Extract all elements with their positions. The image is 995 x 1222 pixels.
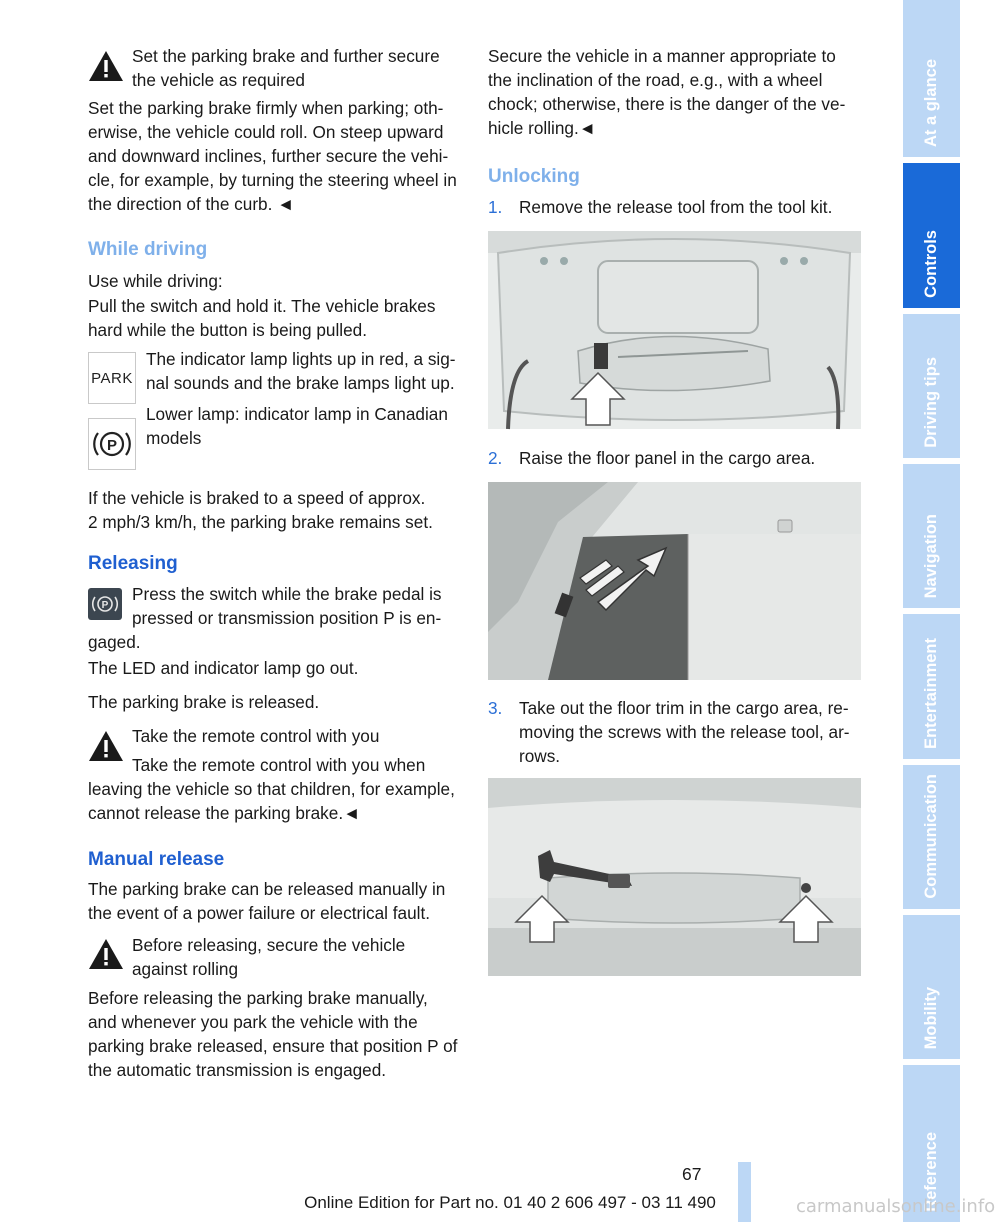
heading-while-driving: While driving xyxy=(88,239,208,260)
heading-unlocking: Unlocking xyxy=(488,166,580,187)
paragraph xyxy=(88,486,433,534)
tab-label: Entertainment xyxy=(922,638,940,749)
warning-title: the vehicle as required xyxy=(132,70,305,90)
svg-text:P: P xyxy=(101,600,109,611)
heading-manual-release: Manual release xyxy=(88,849,225,870)
text-line: the inclination of the road, e.g., with a wheel xyxy=(488,70,823,90)
step-number: 2. xyxy=(488,448,503,468)
heading-releasing: Releasing xyxy=(88,553,178,574)
text-line: and whenever you park the vehicle with the xyxy=(88,1012,418,1032)
warning-title: against rolling xyxy=(132,959,239,979)
step-text xyxy=(519,696,850,768)
cargo-floor-photo xyxy=(488,482,861,680)
step-text: Raise the floor panel in the cargo area. xyxy=(519,448,816,468)
text-line: Before releasing the parking brake manually, xyxy=(88,988,428,1008)
paragraph: Use while driving: xyxy=(88,271,223,291)
toolkit-photo xyxy=(488,231,861,429)
svg-text:P: P xyxy=(106,437,118,454)
tab-driving-tips[interactable] xyxy=(903,314,960,458)
page-number: 67 xyxy=(682,1164,702,1184)
step-number: 1. xyxy=(488,197,503,217)
text-line: chock; otherwise, there is the danger of the ve- xyxy=(488,94,846,114)
step-number: 3. xyxy=(488,698,503,718)
park-indicator-icon xyxy=(88,352,136,404)
tab-at-a-glance[interactable] xyxy=(903,0,960,157)
paragraph xyxy=(146,347,456,395)
text-line: the direction of the curb. ◄ xyxy=(88,194,295,214)
paragraph xyxy=(132,582,442,630)
text-line: Set the parking brake firmly when parking; oth- xyxy=(88,98,444,118)
canadian-parking-brake-icon xyxy=(88,418,136,470)
text-line: hard while the button is being pulled. xyxy=(88,320,368,340)
text-line: models xyxy=(146,428,202,448)
text-line: The indicator lamp lights up in red, a sig- xyxy=(146,349,456,369)
warning-body xyxy=(88,777,455,825)
tab-mobility[interactable] xyxy=(903,915,960,1059)
tab-label: At a glance xyxy=(922,58,940,147)
warning-triangle-icon xyxy=(88,938,124,970)
text-line: nal sounds and the brake lamps light up. xyxy=(146,373,455,393)
warning-title: Take the remote control with you xyxy=(132,726,380,746)
tab-communication[interactable] xyxy=(903,765,960,909)
text-line: Press the switch while the brake pedal is xyxy=(132,584,442,604)
parking-brake-switch-icon xyxy=(88,588,122,620)
tab-label: Controls xyxy=(922,230,940,298)
watermark: carmanualsonline.info xyxy=(796,1196,995,1217)
warning-title: Before releasing, secure the vehicle xyxy=(132,935,406,955)
text-line: hicle rolling.◄ xyxy=(488,118,596,138)
tab-label: Communication xyxy=(922,774,940,899)
warning-body xyxy=(88,986,457,1082)
text-line: erwise, the vehicle could roll. On steep upward xyxy=(88,122,444,142)
edition-footer: Online Edition for Part no. 01 40 2 606 497 - 03 11 490 xyxy=(304,1193,716,1212)
text-line: the event of a power failure or electrical fault. xyxy=(88,903,431,923)
step-text: Remove the release tool from the tool kit. xyxy=(519,197,833,217)
text-line: parking brake released, ensure that position P of xyxy=(88,1036,458,1056)
tab-label: Driving tips xyxy=(922,357,940,448)
text-line: The parking brake can be released manually in xyxy=(88,879,446,899)
paragraph xyxy=(488,44,845,140)
tab-label: Navigation xyxy=(922,513,940,598)
paragraph xyxy=(88,294,435,342)
page-marker-bar xyxy=(738,1162,751,1222)
text-line: cannot release the parking brake.◄ xyxy=(88,803,361,823)
paragraph: The LED and indicator lamp go out. xyxy=(88,658,359,678)
text-line: gaged. xyxy=(88,632,141,652)
warning-triangle-icon xyxy=(88,730,124,762)
tab-navigation[interactable] xyxy=(903,464,960,608)
text-line: pressed or transmission position P is en- xyxy=(132,608,442,628)
text-line: leaving the vehicle so that children, for example, xyxy=(88,779,455,799)
text-line: Pull the switch and hold it. The vehicle brakes xyxy=(88,296,436,316)
warning-title: Set the parking brake and further secure xyxy=(132,46,440,66)
tab-label: Mobility xyxy=(922,986,940,1049)
text-line: Take the remote control with you when xyxy=(132,755,426,775)
text-line: moving the screws with the release tool, ar- xyxy=(519,722,850,742)
paragraph xyxy=(146,402,448,450)
paragraph: The parking brake is released. xyxy=(88,692,320,712)
text-line: and downward inclines, further secure the vehi- xyxy=(88,146,449,166)
tab-label: Reference xyxy=(922,1132,940,1212)
text-line: Lower lamp: indicator lamp in Canadian xyxy=(146,404,448,424)
warning-body xyxy=(88,96,457,216)
text-line: the automatic transmission is engaged. xyxy=(88,1060,387,1080)
tab-controls[interactable] xyxy=(903,163,960,308)
warning-triangle-icon xyxy=(88,50,124,82)
park-icon-label: PARK xyxy=(91,369,133,387)
text-line: rows. xyxy=(519,746,561,766)
floor-trim-photo xyxy=(488,778,861,976)
tab-entertainment[interactable] xyxy=(903,614,960,759)
text-line: Secure the vehicle in a manner appropriate to xyxy=(488,46,836,66)
paragraph xyxy=(88,877,445,925)
text-line: Take out the floor trim in the cargo area, re- xyxy=(519,698,849,718)
text-line: 2 mph/3 km/h, the parking brake remains set. xyxy=(88,512,433,532)
text-line: If the vehicle is braked to a speed of approx. xyxy=(88,488,426,508)
text-line: cle, for example, by turning the steering wheel in xyxy=(88,170,457,190)
